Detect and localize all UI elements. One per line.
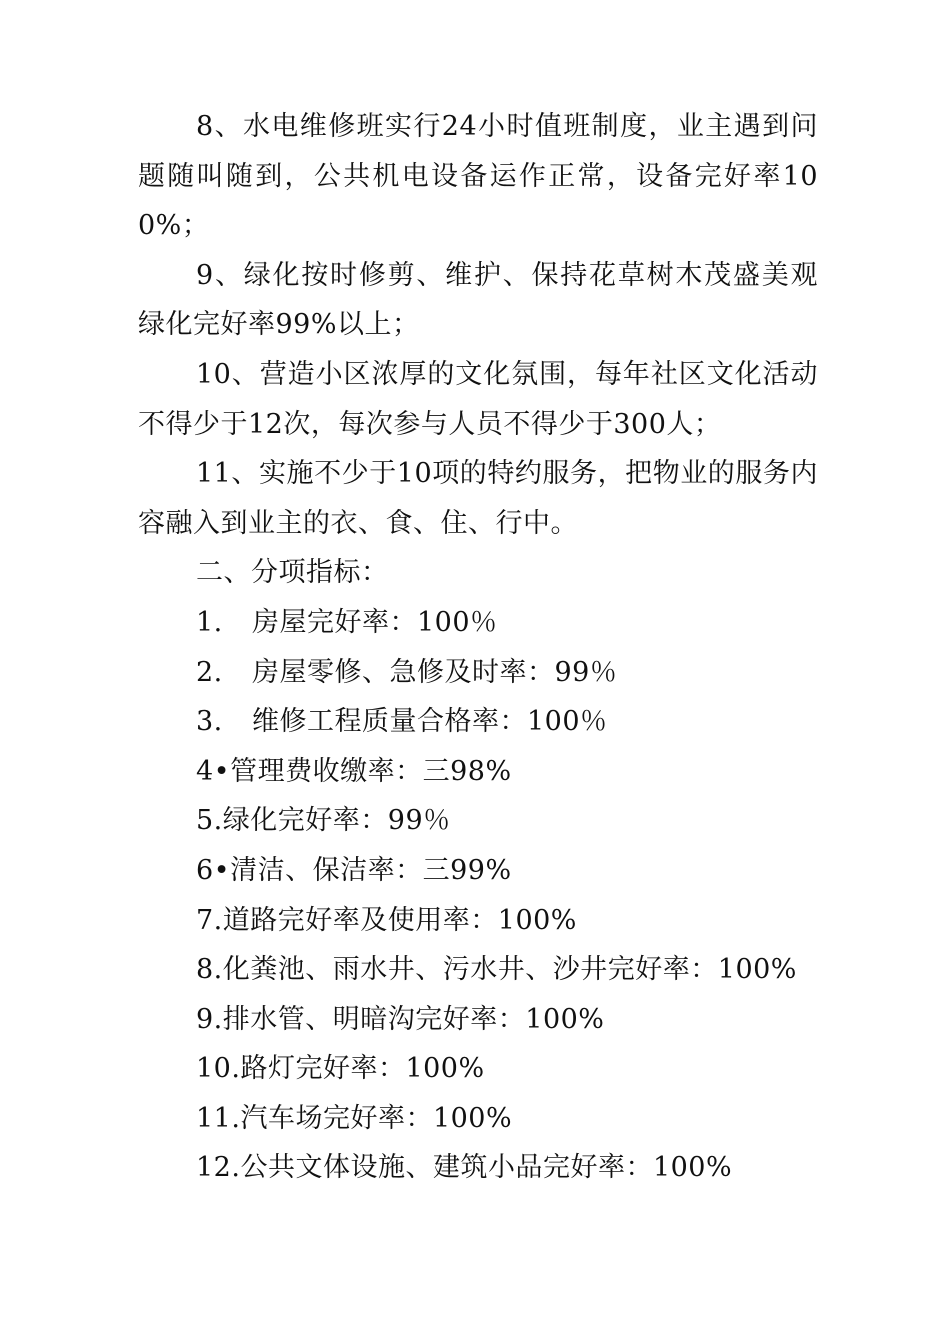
indicator-item-6: 6•清洁、保洁率：三99% bbox=[196, 854, 512, 886]
paragraph-item-9: 9、绿化按时修剪、维护、保持花草树木茂盛美观绿化完好率99%以上； bbox=[138, 259, 818, 341]
indicator-text: 房屋完好率：100％ bbox=[252, 606, 498, 638]
paragraph-item-11: 11、实施不少于10项的特约服务，把物业的服务内容融入到业主的衣、食、住、行中。 bbox=[138, 458, 818, 539]
paragraph-item-8: 8、水电维修班实行24小时值班制度，业主遇到问题随叫随到，公共机电设备运作正常，设备完好率100%； bbox=[138, 111, 818, 242]
indicator-item-8: 8.化粪池、雨水井、污水井、沙井完好率：100% bbox=[196, 954, 797, 986]
indicator-item-1 bbox=[138, 598, 818, 648]
indicator-number: 3. bbox=[196, 706, 223, 738]
indicator-item-9: 9.排水管、明暗沟完好率：100% bbox=[196, 1003, 605, 1035]
document-body bbox=[138, 102, 818, 1193]
indicator-number: 1. bbox=[196, 606, 223, 638]
indicator-item-11: 11.汽车场完好率：100% bbox=[196, 1102, 513, 1134]
indicator-item-7: 7.道路完好率及使用率：100% bbox=[196, 904, 577, 936]
indicator-item-10: 10.路灯完好率：100% bbox=[196, 1053, 485, 1085]
section-heading: 二、分项指标： bbox=[196, 557, 389, 589]
indicator-item-5: 5.绿化完好率：99％ bbox=[196, 805, 451, 837]
indicator-item-2 bbox=[138, 648, 818, 698]
indicator-text: 维修工程质量合格率：100％ bbox=[252, 706, 608, 738]
indicator-item-12: 12.公共文体设施、建筑小品完好率：100% bbox=[196, 1152, 733, 1184]
indicator-item-3 bbox=[138, 697, 818, 747]
indicator-number: 2. bbox=[196, 656, 223, 688]
indicator-text: 房屋零修、急修及时率：99％ bbox=[252, 656, 618, 688]
paragraph-item-10: 10、营造小区浓厚的文化氛围，每年社区文化活动不得少于12次，每次参与人员不得少于300人； bbox=[138, 358, 818, 440]
indicator-item-4: 4•管理费收缴率：三98% bbox=[196, 755, 512, 787]
